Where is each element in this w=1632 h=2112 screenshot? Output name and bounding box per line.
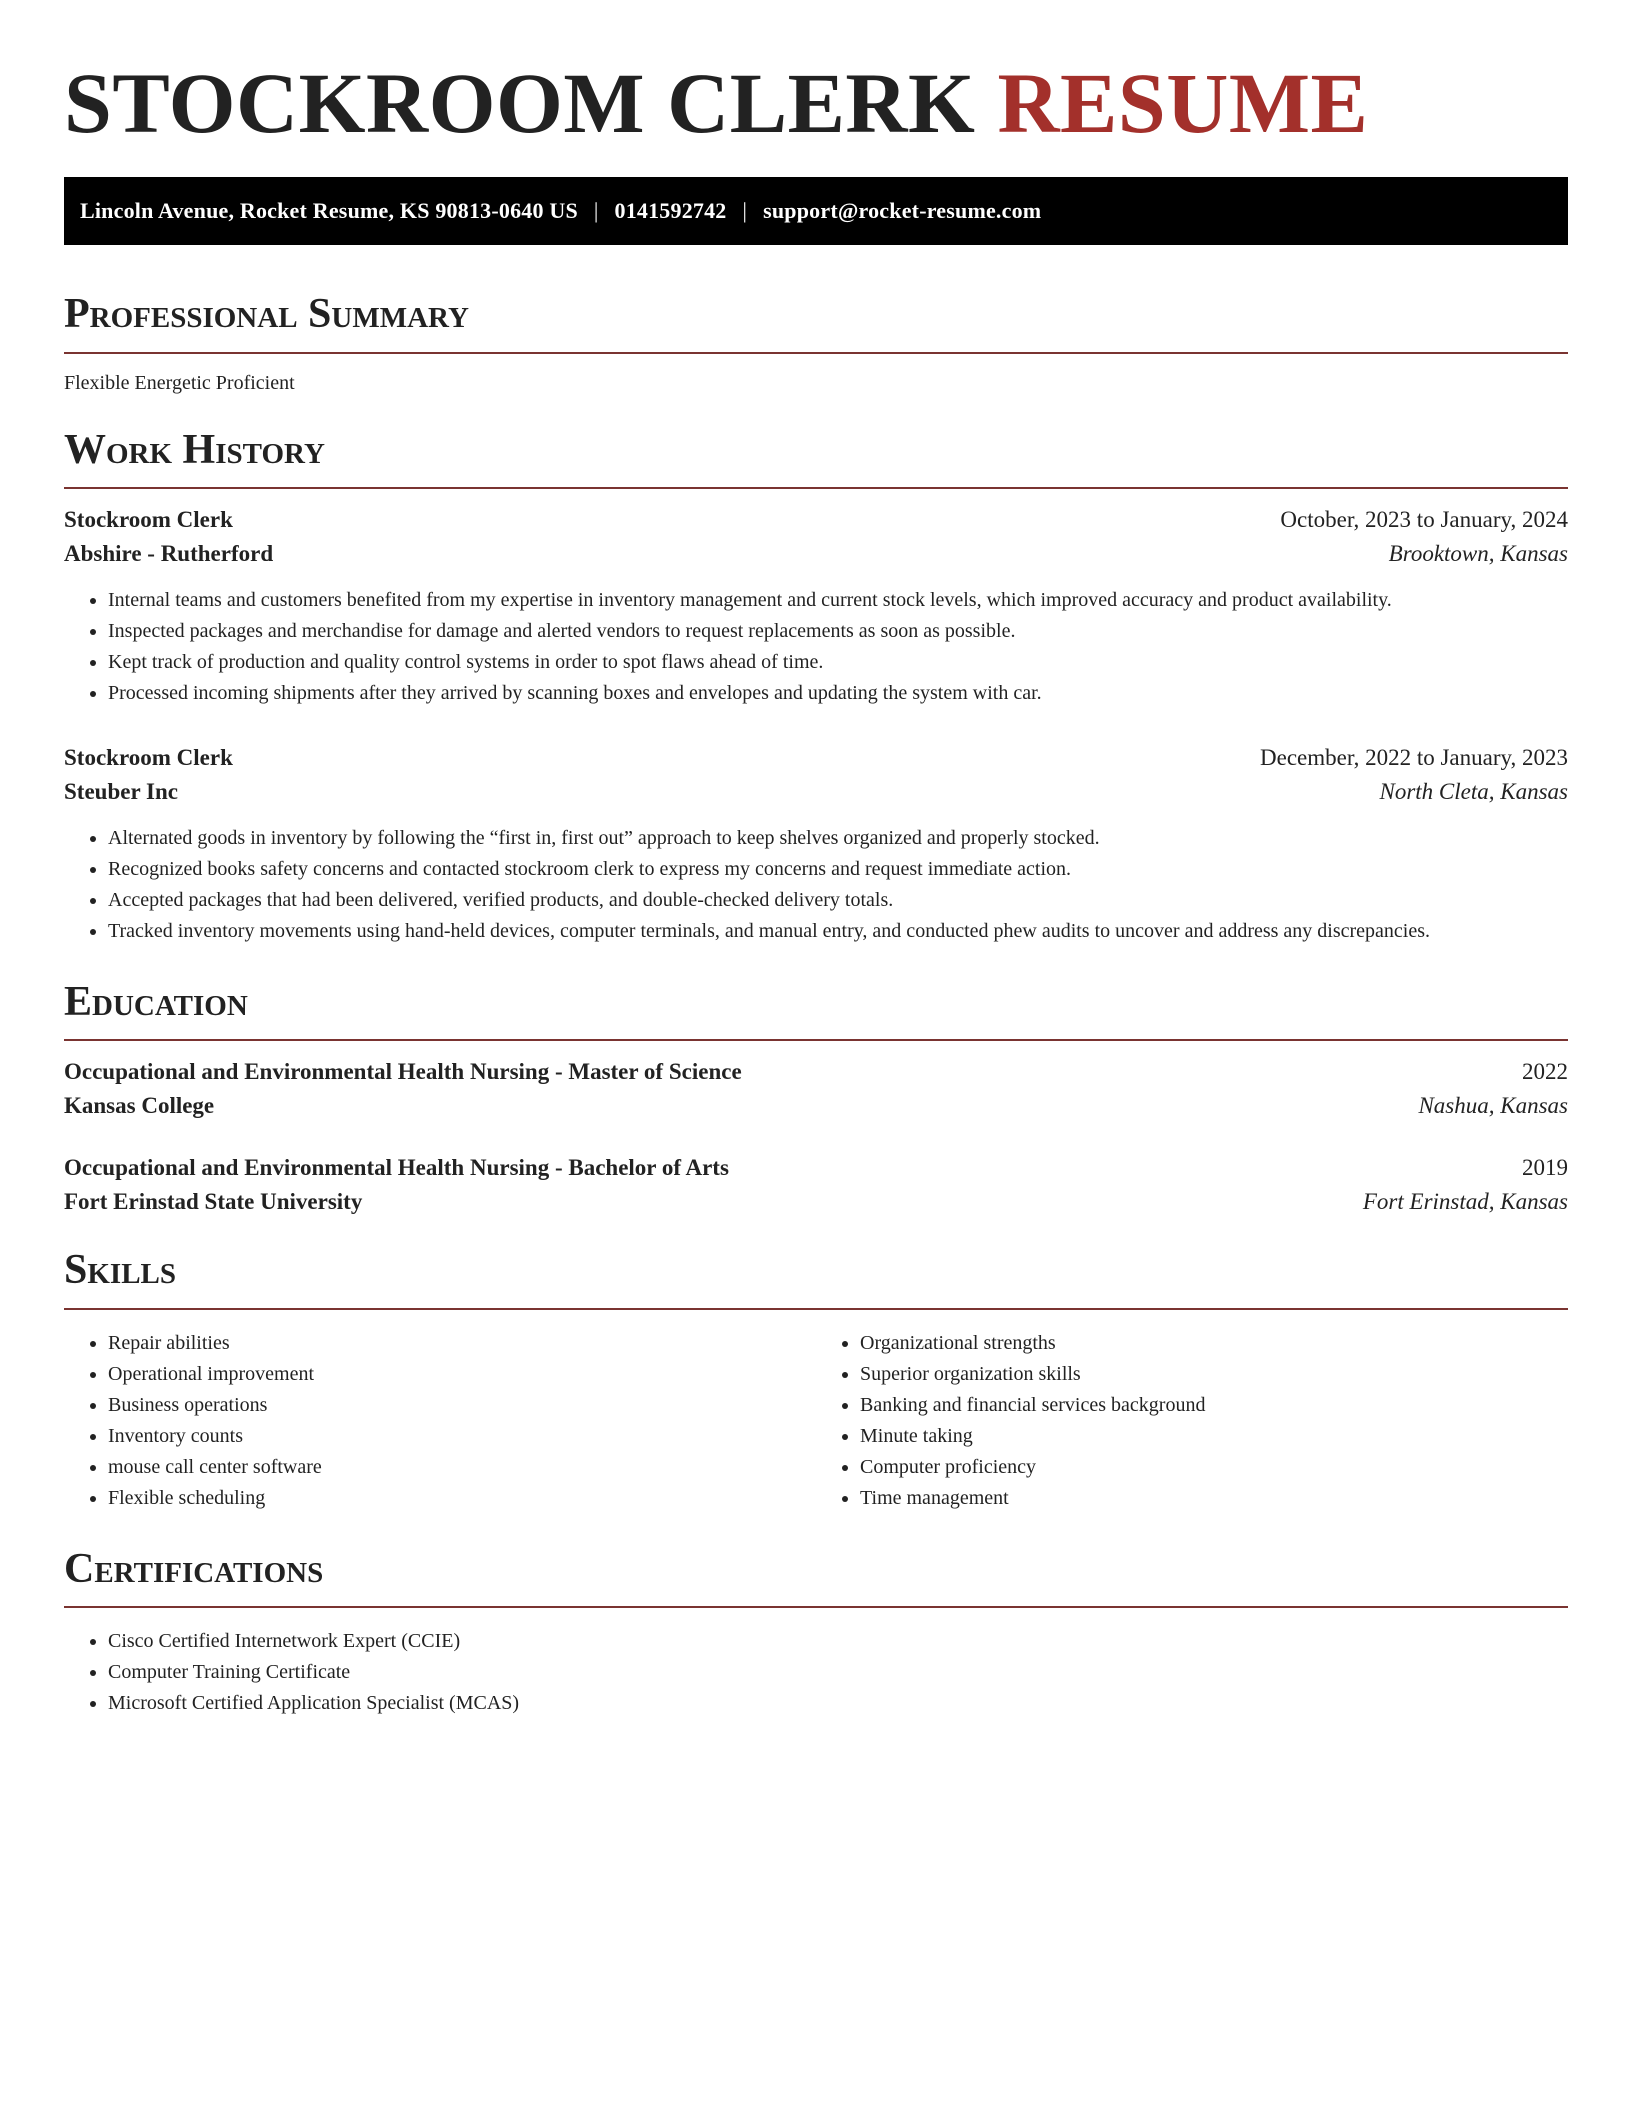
education-degree-row: [64, 1155, 1568, 1181]
certifications-section: [64, 1544, 1568, 1719]
title-accent: RESUME: [997, 55, 1369, 151]
job-location: North Cleta, Kansas: [1379, 778, 1568, 804]
skill-item: • Minute taking: [860, 1421, 1568, 1452]
job-bullets: [64, 585, 1568, 709]
job-bullet: • Internal teams and customers benefited from my expertise in inventory management and current stock levels, which improved accuracy and product availability.: [108, 585, 1568, 616]
job-location: Brooktown, Kansas: [1388, 540, 1568, 566]
job-bullet: • Kept track of production and quality control systems in order to spot flaws ahead of time.: [108, 647, 1568, 678]
section-divider: [64, 1308, 1568, 1310]
education-school: Fort Erinstad State University: [64, 1189, 363, 1215]
job-header-row: [64, 745, 1568, 771]
work-heading: Work History: [64, 426, 325, 473]
skill-item: • mouse call center software: [108, 1452, 816, 1483]
certification-item: • Microsoft Certified Application Specialist (MCAS): [108, 1688, 1568, 1719]
education-section: [64, 977, 1568, 1215]
skill-item: • Flexible scheduling: [108, 1483, 816, 1514]
job-entry: [64, 507, 1568, 709]
education-school: Kansas College: [64, 1093, 215, 1119]
education-entry: [64, 1059, 1568, 1119]
education-degree-row: [64, 1059, 1568, 1085]
education-degree: Occupational and Environmental Health Nursing - Bachelor of Arts: [64, 1155, 729, 1181]
education-entry: [64, 1155, 1568, 1215]
skill-item: • Time management: [860, 1483, 1568, 1514]
job-header-row: [64, 507, 1568, 533]
skill-item: • Organizational strengths: [860, 1328, 1568, 1359]
skill-item: • Banking and financial services background: [860, 1390, 1568, 1421]
job-bullet: • Inspected packages and merchandise for damage and alerted vendors to request replacements as soon as possible.: [108, 616, 1568, 647]
job-company-row: [64, 541, 1568, 567]
job-title: Stockroom Clerk: [64, 744, 233, 770]
skills-heading: Skills: [64, 1247, 177, 1294]
job-bullet: • Accepted packages that had been delivered, verified products, and double-checked delivery totals.: [108, 885, 1568, 916]
education-location: Nashua, Kansas: [1418, 1093, 1568, 1119]
skill-item: • Computer proficiency: [860, 1452, 1568, 1483]
job-company: Steuber Inc: [64, 778, 178, 804]
summary-heading: Professional Summary: [64, 291, 469, 338]
job-bullet: • Recognized books safety concerns and contacted stockroom clerk to express my concerns and request immediate action.: [108, 854, 1568, 885]
job-dates: October, 2023 to January, 2024: [1280, 506, 1568, 532]
resume-title: [64, 52, 1568, 155]
certifications-heading: Certifications: [64, 1545, 324, 1592]
skill-item: • Superior organization skills: [860, 1359, 1568, 1390]
skill-item: • Business operations: [108, 1390, 816, 1421]
job-title: Stockroom Clerk: [64, 506, 233, 532]
section-divider: [64, 1606, 1568, 1608]
contact-email: support@rocket-resume.com: [763, 198, 1042, 224]
title-main: STOCKROOM CLERK: [64, 55, 976, 151]
section-divider: [64, 352, 1568, 354]
job-bullets: [64, 823, 1568, 947]
job-bullet: • Processed incoming shipments after they arrived by scanning boxes and envelopes and updating the system with car.: [108, 678, 1568, 709]
work-section: [64, 425, 1568, 947]
contact-phone: 0141592742: [614, 198, 727, 224]
skill-item: • Operational improvement: [108, 1359, 816, 1390]
skill-item: • Inventory counts: [108, 1421, 816, 1452]
skills-section: [64, 1245, 1568, 1513]
skills-list-left: [64, 1328, 816, 1514]
job-bullet: • Alternated goods in inventory by following the “first in, first out” approach to keep shelves organized and properly stocked.: [108, 823, 1568, 854]
job-company-row: [64, 779, 1568, 805]
summary-section: [64, 289, 1568, 394]
education-school-row: [64, 1189, 1568, 1215]
certification-item: • Cisco Certified Internetwork Expert (CCIE): [108, 1626, 1568, 1657]
education-heading: Education: [64, 978, 248, 1025]
job-dates: December, 2022 to January, 2023: [1260, 744, 1568, 770]
contact-address: Lincoln Avenue, Rocket Resume, KS 90813-0640 US: [80, 198, 578, 224]
section-divider: [64, 1039, 1568, 1041]
education-location: Fort Erinstad, Kansas: [1362, 1189, 1568, 1215]
education-school-row: [64, 1093, 1568, 1119]
contact-bar: [64, 177, 1568, 245]
certification-item: • Computer Training Certificate: [108, 1657, 1568, 1688]
education-year: 2019: [1522, 1155, 1568, 1181]
certifications-list: [64, 1626, 1568, 1719]
education-year: 2022: [1522, 1059, 1568, 1085]
section-divider: [64, 487, 1568, 489]
summary-text: Flexible Energetic Proficient: [64, 371, 295, 394]
skills-grid: [64, 1328, 1568, 1514]
education-degree: Occupational and Environmental Health Nursing - Master of Science: [64, 1059, 742, 1085]
contact-separator: |: [593, 198, 599, 224]
job-bullet: • Tracked inventory movements using hand-held devices, computer terminals, and manual entry, and conducted phew audits to uncover and address any discrepancies.: [108, 916, 1568, 947]
job-entry: [64, 745, 1568, 947]
job-company: Abshire - Rutherford: [64, 540, 274, 566]
contact-separator: |: [742, 198, 748, 224]
skill-item: • Repair abilities: [108, 1328, 816, 1359]
skills-list-right: [816, 1328, 1568, 1514]
